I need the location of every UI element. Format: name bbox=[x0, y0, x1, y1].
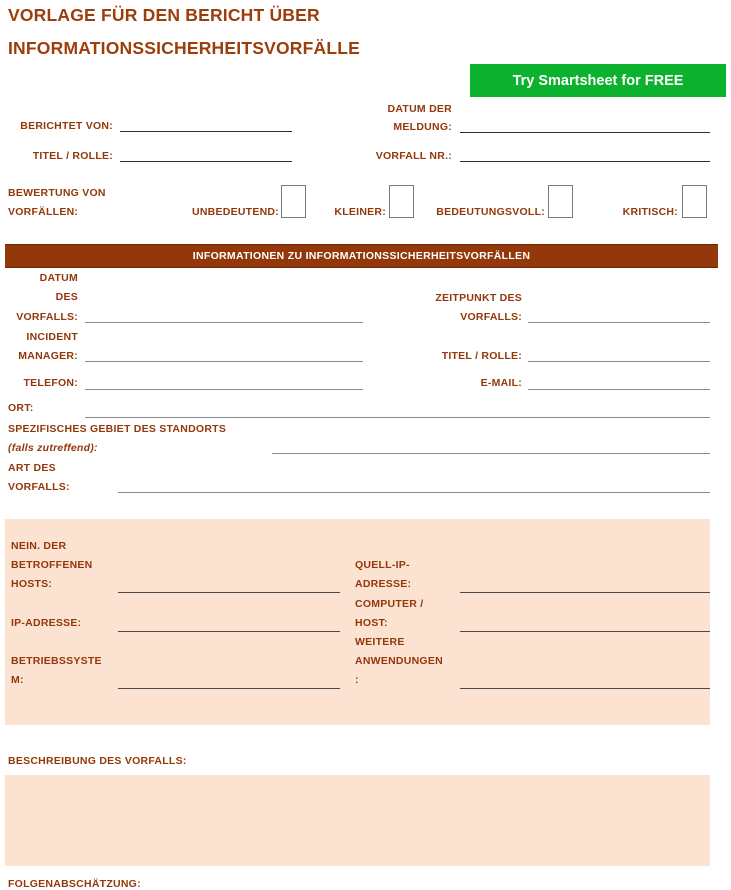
page-title-line-1: VORLAGE FÜR DEN BERICHT ÜBER bbox=[8, 5, 320, 25]
page-title-line-2: INFORMATIONSSICHERHEITSVORFÄLLE bbox=[8, 38, 360, 58]
specific-area-input[interactable] bbox=[272, 453, 710, 454]
affected-hosts-label-line-1: NEIN. DER bbox=[11, 540, 67, 552]
incident-manager-label-line-2: MANAGER: bbox=[18, 350, 78, 362]
description-label: BESCHREIBUNG DES VORFALLS: bbox=[8, 755, 187, 767]
incident-type-label-line-2: VORFALLS: bbox=[8, 481, 70, 493]
other-apps-input[interactable] bbox=[460, 688, 710, 689]
computer-host-label-line-1: COMPUTER / bbox=[355, 598, 424, 610]
phone-label: TELEFON: bbox=[23, 377, 78, 389]
other-apps-label-line-3: : bbox=[355, 674, 359, 686]
incident-type-input[interactable] bbox=[118, 492, 710, 493]
email-label: E-MAIL: bbox=[480, 377, 522, 389]
rating-option-label-significant: BEDEUTUNGSVOLL: bbox=[436, 206, 545, 218]
incident-type-label-line-1: ART DES bbox=[8, 462, 56, 474]
manager-title-role-label: TITEL / ROLLE: bbox=[441, 350, 522, 362]
source-ip-input[interactable] bbox=[460, 592, 710, 593]
rating-option-label-minor: KLEINER: bbox=[334, 206, 386, 218]
incident-date-input[interactable] bbox=[85, 322, 363, 323]
email-input[interactable] bbox=[528, 389, 710, 390]
report-date-label-line-1: DATUM DER bbox=[387, 103, 452, 115]
affected-hosts-input[interactable] bbox=[118, 592, 340, 593]
section-header-incident-information: INFORMATIONEN ZU INFORMATIONSSICHERHEITSVORFÄLLEN bbox=[5, 244, 718, 268]
os-label-line-2: M: bbox=[11, 674, 24, 686]
rating-checkbox-significant[interactable] bbox=[548, 185, 573, 218]
computer-host-input[interactable] bbox=[460, 631, 710, 632]
incident-date-label-line-3: VORFALLS: bbox=[16, 311, 78, 323]
source-ip-label-line-1: QUELL-IP- bbox=[355, 559, 410, 571]
incident-no-input[interactable] bbox=[460, 161, 710, 162]
rating-label-line-1: BEWERTUNG VON bbox=[8, 187, 106, 199]
rating-option-label-insignificant: UNBEDEUTEND: bbox=[192, 206, 279, 218]
ip-address-label: IP-ADRESSE: bbox=[11, 617, 82, 629]
title-role-input[interactable] bbox=[120, 161, 292, 162]
phone-input[interactable] bbox=[85, 389, 363, 390]
incident-no-label: VORFALL NR.: bbox=[375, 150, 452, 162]
reported-by-label: BERICHTET VON: bbox=[20, 120, 113, 132]
specific-area-label-line-1: SPEZIFISCHES GEBIET DES STANDORTS bbox=[8, 423, 227, 435]
incident-date-label-line-1: DATUM bbox=[39, 272, 78, 284]
description-textarea[interactable] bbox=[5, 775, 710, 866]
other-apps-label-line-1: WEITERE bbox=[355, 636, 405, 648]
source-ip-label-line-2: ADRESSE: bbox=[355, 578, 412, 590]
incident-manager-label-line-1: INCIDENT bbox=[26, 331, 78, 343]
incident-time-label-line-2: VORFALLS: bbox=[460, 311, 522, 323]
try-smartsheet-button[interactable]: Try Smartsheet for FREE bbox=[470, 64, 726, 97]
location-input[interactable] bbox=[85, 417, 710, 418]
incident-date-label-line-2: DES bbox=[55, 291, 78, 303]
incident-manager-input[interactable] bbox=[85, 361, 363, 362]
os-input[interactable] bbox=[118, 688, 340, 689]
impact-label: FOLGENABSCHÄTZUNG: bbox=[8, 878, 141, 890]
computer-host-label-line-2: HOST: bbox=[355, 617, 388, 629]
os-label-line-1: BETRIEBSSYSTE bbox=[11, 655, 102, 667]
affected-hosts-label-line-3: HOSTS: bbox=[11, 578, 53, 590]
rating-checkbox-critical[interactable] bbox=[682, 185, 707, 218]
report-date-label-line-2: MELDUNG: bbox=[393, 121, 452, 133]
other-apps-label-line-2: ANWENDUNGEN bbox=[355, 655, 443, 667]
rating-option-label-critical: KRITISCH: bbox=[622, 206, 678, 218]
affected-hosts-label-line-2: BETROFFENEN bbox=[11, 559, 93, 571]
title-role-label: TITEL / ROLLE: bbox=[32, 150, 113, 162]
ip-address-input[interactable] bbox=[118, 631, 340, 632]
report-date-input[interactable] bbox=[460, 132, 710, 133]
incident-time-label-line-1: ZEITPUNKT DES bbox=[435, 292, 522, 304]
rating-label-line-2: VORFÄLLEN: bbox=[8, 206, 79, 218]
reported-by-input[interactable] bbox=[120, 131, 292, 132]
manager-title-role-input[interactable] bbox=[528, 361, 710, 362]
location-label: ORT: bbox=[8, 402, 34, 414]
incident-time-input[interactable] bbox=[528, 322, 710, 323]
specific-area-label-line-2: (falls zutreffend): bbox=[8, 442, 98, 454]
